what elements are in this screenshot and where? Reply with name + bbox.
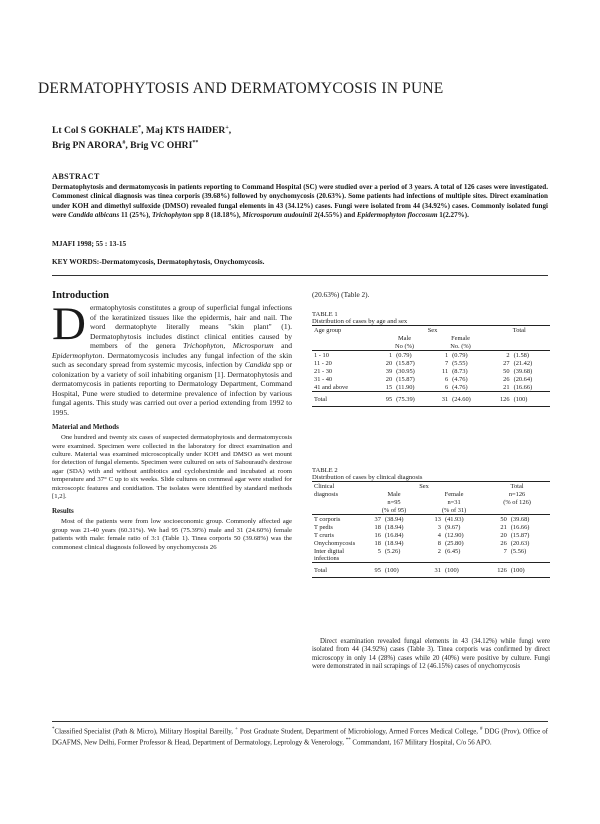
table-cell: 11 [441,367,449,375]
genus-name: Candida [244,360,271,370]
author-list [52,122,452,152]
table-cell: 5 [377,547,381,555]
column-header: Clinical [314,482,335,490]
table-cell: (20.64) [513,375,533,383]
table-cell: (30.95) [396,367,415,375]
abstract-part: spp 8 (18.18%), [191,210,243,219]
table-total-row [312,392,550,407]
table-cell: (41.93) [444,515,464,523]
author-line-1 [52,122,452,137]
footnote-mark: ** [345,738,351,744]
table-cell: 50 [503,367,510,375]
table-label: TABLE 2 [312,467,338,474]
table-cell: (75.39) [396,396,415,403]
author-name: , Brig VC OHRI [125,140,193,152]
table-cell: (9.67) [444,523,461,531]
table-row [312,523,550,531]
table-cell: (5.55) [452,359,468,367]
organism-name: Candida albicans [68,210,120,219]
column-header: Total [510,482,524,490]
table-cell: 21 - 30 [314,367,333,375]
table-cell: 50 [500,515,507,523]
abstract-text [52,183,548,220]
column-header: Sex [419,482,429,490]
table-cell: 4 [437,531,441,539]
table-row [312,531,550,539]
footnote-text: DDG (Prov), Office of DGAFMS, New Delhi, Former Professor & Head, Department of Dermatology, Leprology & Venerology, [52,728,548,747]
table-cell: (4.76) [452,375,468,383]
table-cell: (39.68) [513,367,533,375]
table-row [312,351,550,360]
footnote-divider [52,721,548,722]
keywords: KEY WORDS:-Dermatomycosis, Dermatophytosis, Onychomycosis. [52,257,265,266]
table-row [312,375,550,383]
column-header: No (%) [395,342,415,350]
table-cell: 7 [503,547,507,555]
footnote-text: Post Graduate Student, Department of Microbiology, Armed Forces Medical College, [237,728,480,736]
table-cell: (12.90) [444,531,464,539]
intro-part: spp or colonization by a variety of soil inhabiting organism [1]. Dermatophytosis and dermatomycosis in patients reporting to Dermatology Department, Command Hospital, Pune were studied to determine prevalence of infection by various fungal agents. This study was carried out over a period extending from 1992 to 1995. [52,360,293,418]
organism-name: Trichophyton [151,210,192,219]
table-row [312,359,550,367]
introduction-heading: Introduction [52,290,109,301]
organism-name: Microsporum audouinii [242,210,313,219]
author-name: Lt Col S GOKHALE [52,125,139,137]
table-cell: 31 [434,567,441,574]
table-cell: Total [314,567,328,574]
abstract-part: 1(2.27%). [437,210,469,219]
table-row [312,539,550,547]
author-mark: * [138,125,142,131]
table-cell: (4.76) [452,383,468,391]
author-name: Brig PN ARORA [52,140,123,152]
column-header: Total [512,326,526,334]
abstract-part: 11 (25%), [119,210,152,219]
table-cell: 20 [385,359,393,367]
results-paragraph: Most of the patients were from low socioeconomic group. Commonly affected age group was 21-40 years (60.31%). We had 95 (75.39%) male and 31 (24.60%) female patients with male: female ratio of 3:1 (Table 1). Tinea corporis 50 (39.68%) was the commonest clinical diagnosis followed by onychomycosis 26 [52,518,292,551]
author-mark: + [225,125,229,131]
column-header: Sex [427,326,438,334]
affiliation-footnote [52,726,548,748]
table-grid [312,481,550,578]
footnote-mark: * [52,727,55,732]
methods-paragraph: One hundred and twenty six cases of suspected dermatophytosis and dermatomycosis were examined. Specimen were collected in the laboratory for direct examination and culture. Material was examined microscopically under KOH and DMSO as wet mount for detection of fungal elements. Specimen were cultured on sets of Sabouraud's dextrose agar (SDA) with and without antibiotics and cycloheximide and incubated at room temperature and 37° C up to six weeks. Slide cultures on cornmeal agar were studied for microscopic features and conidiation. The isolates were identified by standard methods [1,2]. [52,434,292,501]
column-header: No. (%) [450,342,471,350]
column-header: (% of 31) [441,506,467,514]
table-cell: 37 [374,515,381,523]
table-cell: 31 [441,396,449,403]
table-cell: 16 [374,531,381,539]
table-cell: 1 [444,351,449,359]
table-cell: 21 [503,383,510,391]
table-cell: 11 - 20 [314,359,332,367]
table-cell: 15 [385,383,393,391]
table-cell: 2 [506,351,510,359]
table-cell: 7 [444,359,449,367]
table-caption: Distribution of cases by clinical diagnosis [312,474,423,481]
table-cell: T corporis [314,515,341,523]
table-grid [312,325,550,407]
left-column [52,298,293,552]
abstract-part: 2(4.55%) and [312,210,357,219]
table-cell: 126 [497,567,507,574]
table-caption: Distribution of cases by age and sex [312,318,408,325]
genus-name: Epidermophyton [52,350,103,360]
column-header: n=95 [387,498,401,506]
footnote-text: Commandant, 167 Military Hospital, C/o 56 APO. [350,739,492,747]
table-cell: 20 [385,375,393,383]
table-total-row [312,563,550,578]
column-header: Age group [314,326,342,334]
column-header: n=126 [508,490,526,498]
table-cell: 6 [444,383,449,391]
table-cell: (100) [513,396,528,403]
results-continued-paragraph: Direct examination revealed fungal elements in 43 (34.12%) while fungi were isolated from 44 (34.92%) cases (Table 3). Tinea corporis was confirmed by direct microscopy in only 14 (28%) cases while 20 (40%) were positive by culture. Fungi were demonstrated in nail scrapings of 12 (46.15%) cases of onychomycosis [312,638,550,670]
table-cell: (20.63) [510,539,530,547]
table-label: TABLE 1 [312,311,338,318]
table-row [312,547,550,563]
section-divider [52,275,548,276]
table-cell: Onychomycosis [314,539,356,547]
table-cell: 2 [437,547,441,555]
results-heading: Results [52,506,74,515]
table-cell: Inter digital infections [314,547,344,562]
column-header: n=31 [447,498,461,506]
table-cell: (5.56) [510,547,527,555]
table-cell: 31 - 40 [314,375,333,383]
column-header: Male [387,490,401,498]
methods-heading: Material and Methods [52,422,119,431]
abstract-part: Dermatophytosis and dermatomycosis in patients reporting to Command Hospital (SC) were studied over a period of 3 years. A total of 126 cases were investigated. Commonest clinical diagnosis was tinea corporis (39.68%) followed by onychomycosis (20.63%). Some patients had infections of multiple sites. Direct examination under KOH and dimethyl sulfoxide (DMSO) revealed fungal elements in 43 (34.12%) cases. Fungi were isolated from 44 (34.92%) cases. Commonly isolated fungi were [52,183,548,219]
table-row [312,383,550,392]
table-cell: (38.94) [384,515,404,523]
journal-citation: MJAFI 1998; 55 : 13-15 [52,239,127,248]
table-cell: (39.68) [510,515,530,523]
drop-cap: D [52,298,86,350]
continued-text: (20.63%) (Table 2). [312,290,370,299]
table-cell: (11.90) [396,383,415,391]
table-cell: 18 [374,523,381,531]
table-cell: (16.84) [384,531,404,539]
table-cell: 20 [500,531,507,539]
table-cell: 41 and above [314,383,349,391]
table-cell: (0.79) [396,351,412,359]
table-cell: 8 [437,539,441,547]
author-mark: ** [192,140,199,147]
author-name: , Maj KTS HAIDER [141,125,226,137]
column-header: diagnosis [314,490,339,498]
table-cell: (16.66) [510,523,530,531]
table-cell: T pedis [314,523,333,531]
table-cell: 126 [499,396,510,403]
author-separator: , [228,125,232,137]
abstract-heading: ABSTRACT [52,172,100,181]
table-cell: (16.66) [513,383,533,391]
author-line-2 [52,137,452,152]
column-header: Female [451,334,470,342]
table-cell: (18.94) [384,523,404,531]
page-title: DERMATOPHYTOSIS AND DERMATOMYCOSIS IN PUNE [38,80,444,97]
table-cell: 1 - 10 [314,351,329,359]
table-cell: (1.58) [513,351,530,359]
column-header: Male [397,334,412,342]
table-cell: Total [314,396,328,403]
table-cell: (5.26) [384,547,401,555]
table-cell: 26 [503,375,510,383]
table-cell: (24.60) [452,396,471,403]
table-cell: (15.87) [396,359,415,367]
table-cell: 6 [444,375,449,383]
column-header: (% of 95) [381,506,407,514]
table-cell: 95 [374,567,381,574]
table-cell: 21 [500,523,507,531]
table-cell: (15.87) [510,531,530,539]
footnote-mark: # [480,727,483,732]
table-2 [312,467,552,578]
column-header: (% of 126) [503,498,531,506]
table-cell: (8.73) [452,367,468,375]
introduction-paragraph [52,298,293,418]
table-cell: (15.87) [396,375,415,383]
intro-part: ermatophytosis constitutes a group of superficial fungal infections of the keratinized tissues like the epidermis, hair and nail. The word dermatophyte literally means "skin plant" (1). Dermatophytosis includes distinct clinical entities caused by members of the genera [89,303,292,351]
table-cell: 39 [385,367,393,375]
column-header: Female [444,490,464,498]
table-cell: 95 [385,396,393,403]
table-cell: 1 [388,351,393,359]
table-cell: (21.42) [513,359,533,367]
table-cell: (6.45) [444,547,461,555]
table-cell: T cruris [314,531,334,539]
table-cell: 13 [434,515,441,523]
table-cell: 26 [500,539,507,547]
table-cell: 3 [437,523,441,531]
footnote-mark: + [235,727,238,732]
table-cell: (100) [444,567,459,574]
intro-part: and [273,341,292,351]
table-1 [312,311,552,407]
footnote-text: Classified Specialist (Path & Micro), Military Hospital Bareilly, [54,728,235,736]
table-row [312,367,550,375]
organism-name: Epidermophyton floccosum [356,210,438,219]
table-row [312,515,550,524]
genus-name: Trichophyton, Microsporum [183,341,274,351]
table-cell: (18.94) [384,539,404,547]
table-cell: 18 [374,539,381,547]
intro-part: . Dermatomycosis includes any fungal infection of the skin such as secondary spread from systemic mycosis, infection by [52,350,292,370]
table-cell: 27 [503,359,510,367]
author-mark: # [122,140,126,147]
table-cell: (100) [384,567,399,574]
table-cell: (0.79) [452,351,468,359]
table-cell: (25.80) [444,539,464,547]
table-cell: (100) [510,567,525,574]
